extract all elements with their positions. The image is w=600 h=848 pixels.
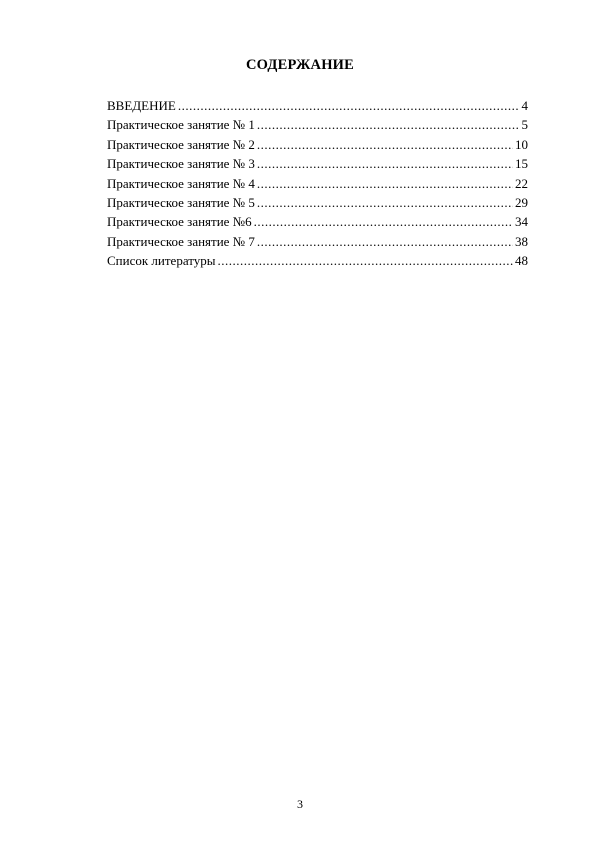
toc-entry-introduction[interactable] xyxy=(107,96,528,115)
toc-entry-page: 22 xyxy=(515,175,528,191)
page-number: 3 xyxy=(297,797,303,811)
toc-entry-label: Практическое занятие № 1 xyxy=(107,117,255,133)
toc-entry-page: 15 xyxy=(515,156,528,172)
toc-dot-leader xyxy=(257,193,513,212)
toc-entry-page: 5 xyxy=(521,117,528,133)
toc-entry-page: 4 xyxy=(521,98,528,113)
toc-dot-leader xyxy=(218,251,514,270)
toc-dot-leader xyxy=(257,174,513,193)
toc-entry-bibliography[interactable] xyxy=(107,251,528,270)
toc-entry-label: Практическое занятие № 3 xyxy=(107,156,255,172)
toc-entry-practice-3[interactable] xyxy=(107,154,528,173)
toc-entry-label: Практическое занятие №6 xyxy=(107,214,252,230)
toc-entry-label: ВВЕДЕНИЕ xyxy=(107,98,176,113)
toc-dot-leader xyxy=(257,232,513,251)
toc-entry-page: 48 xyxy=(515,253,528,269)
toc-dot-leader xyxy=(257,154,513,173)
toc-entry-practice-1[interactable] xyxy=(107,115,528,134)
toc-entry-practice-4[interactable] xyxy=(107,174,528,193)
toc-dot-leader xyxy=(257,115,520,134)
toc-entry-page: 10 xyxy=(515,136,528,152)
toc-entry-label: Практическое занятие № 4 xyxy=(107,175,255,191)
toc-entry-practice-5[interactable] xyxy=(107,193,528,212)
toc-entry-practice-2[interactable] xyxy=(107,135,528,154)
toc-dot-leader xyxy=(257,135,513,154)
toc-entry-label: Практическое занятие № 2 xyxy=(107,136,255,152)
toc-entry-page: 34 xyxy=(515,214,528,230)
table-of-contents xyxy=(107,96,528,271)
toc-entry-practice-7[interactable] xyxy=(107,232,528,251)
toc-entry-page: 29 xyxy=(515,194,528,210)
toc-entry-label: Практическое занятие № 5 xyxy=(107,194,255,210)
toc-entry-label: Практическое занятие № 7 xyxy=(107,233,255,249)
toc-entry-page: 38 xyxy=(515,233,528,249)
toc-entry-practice-6[interactable] xyxy=(107,212,528,231)
toc-title: СОДЕРЖАНИЕ xyxy=(245,57,355,73)
toc-dot-leader xyxy=(178,96,520,115)
toc-entry-label: Список литературы xyxy=(107,253,216,269)
toc-dot-leader xyxy=(254,212,513,231)
